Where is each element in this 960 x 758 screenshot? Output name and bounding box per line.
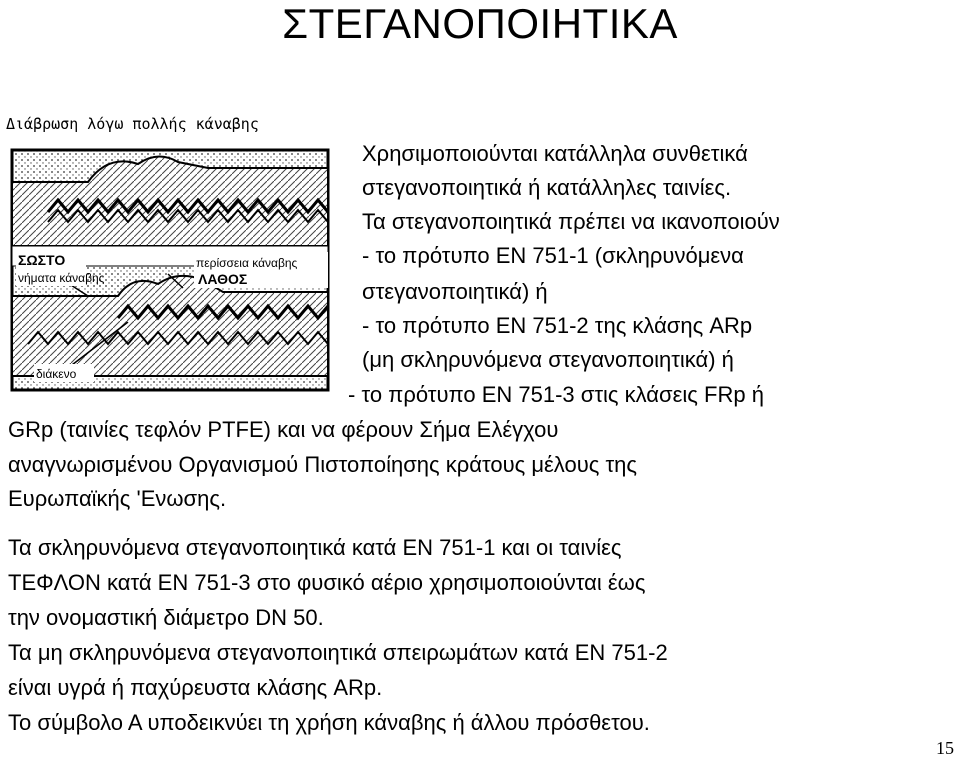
body-line: αναγνωρισμένου Οργανισμού Πιστοποίησης κράτους μέλους της bbox=[8, 452, 637, 477]
body-line: Το σύμβολο Α υποδεικνύει τη χρήση κάναβης ή άλλου πρόσθετου. bbox=[8, 710, 650, 735]
body-line: στεγανοποιητικά ή κατάλληλες ταινίες. bbox=[362, 175, 732, 200]
body-line: Τα στεγανοποιητικά πρέπει να ικανοποιούν bbox=[362, 209, 780, 234]
body-line: (μη σκληρυνόμενα στεγανοποιητικά) ή bbox=[362, 347, 734, 372]
body-line: Χρησιμοποιούνται κατάλληλα συνθετικά bbox=[362, 141, 748, 166]
label-gap: διάκενο bbox=[36, 367, 77, 381]
body-line: - το πρότυπο ΕΝ 751-2 της κλάσης ARp bbox=[362, 313, 753, 338]
body-line: την ονομαστική διάμετρο DN 50. bbox=[8, 605, 324, 630]
body-line: - το πρότυπο ΕΝ 751-3 στις κλάσεις FRp ή bbox=[348, 382, 764, 407]
body-line: στεγανοποιητικά) ή bbox=[362, 279, 548, 304]
thread-sealing-diagram bbox=[8, 146, 333, 394]
label-excess: περίσσεια κάναβης bbox=[196, 256, 298, 270]
body-line: Ευρωπαϊκής 'Ενωσης. bbox=[8, 486, 227, 511]
figure-caption: Διάβρωση λόγω πολλής κάναβης bbox=[6, 115, 259, 133]
body-line: ΤΕΦΛΟΝ κατά ΕΝ 751-3 στο φυσικό αέριο χρησιμοποιούνται έως bbox=[8, 570, 646, 595]
body-line: - το πρότυπο ΕΝ 751-1 (σκληρυνόμενα bbox=[362, 243, 744, 268]
label-threads: νήματα κάναβης bbox=[18, 271, 105, 285]
label-correct: ΣΩΣΤΟ bbox=[18, 252, 66, 268]
page-title: ΣΤΕΓΑΝΟΠΟΙΗΤΙΚΑ bbox=[282, 0, 678, 47]
body-line: Τα σκληρυνόμενα στεγανοποιητικά κατά ΕΝ 751-1 και οι ταινίες bbox=[8, 535, 622, 560]
body-line: GRp (ταινίες τεφλόν PTFE) και να φέρουν Σήμα Ελέγχου bbox=[8, 417, 559, 442]
body-line: είναι υγρά ή παχύρευστα κλάσης ARp. bbox=[8, 675, 383, 700]
body-line: Τα μη σκληρυνόμενα στεγανοποιητικά σπειρωμάτων κατά ΕΝ 751-2 bbox=[8, 640, 668, 665]
label-wrong: ΛΑΘΟΣ bbox=[198, 271, 248, 287]
page-number: 15 bbox=[936, 738, 954, 758]
